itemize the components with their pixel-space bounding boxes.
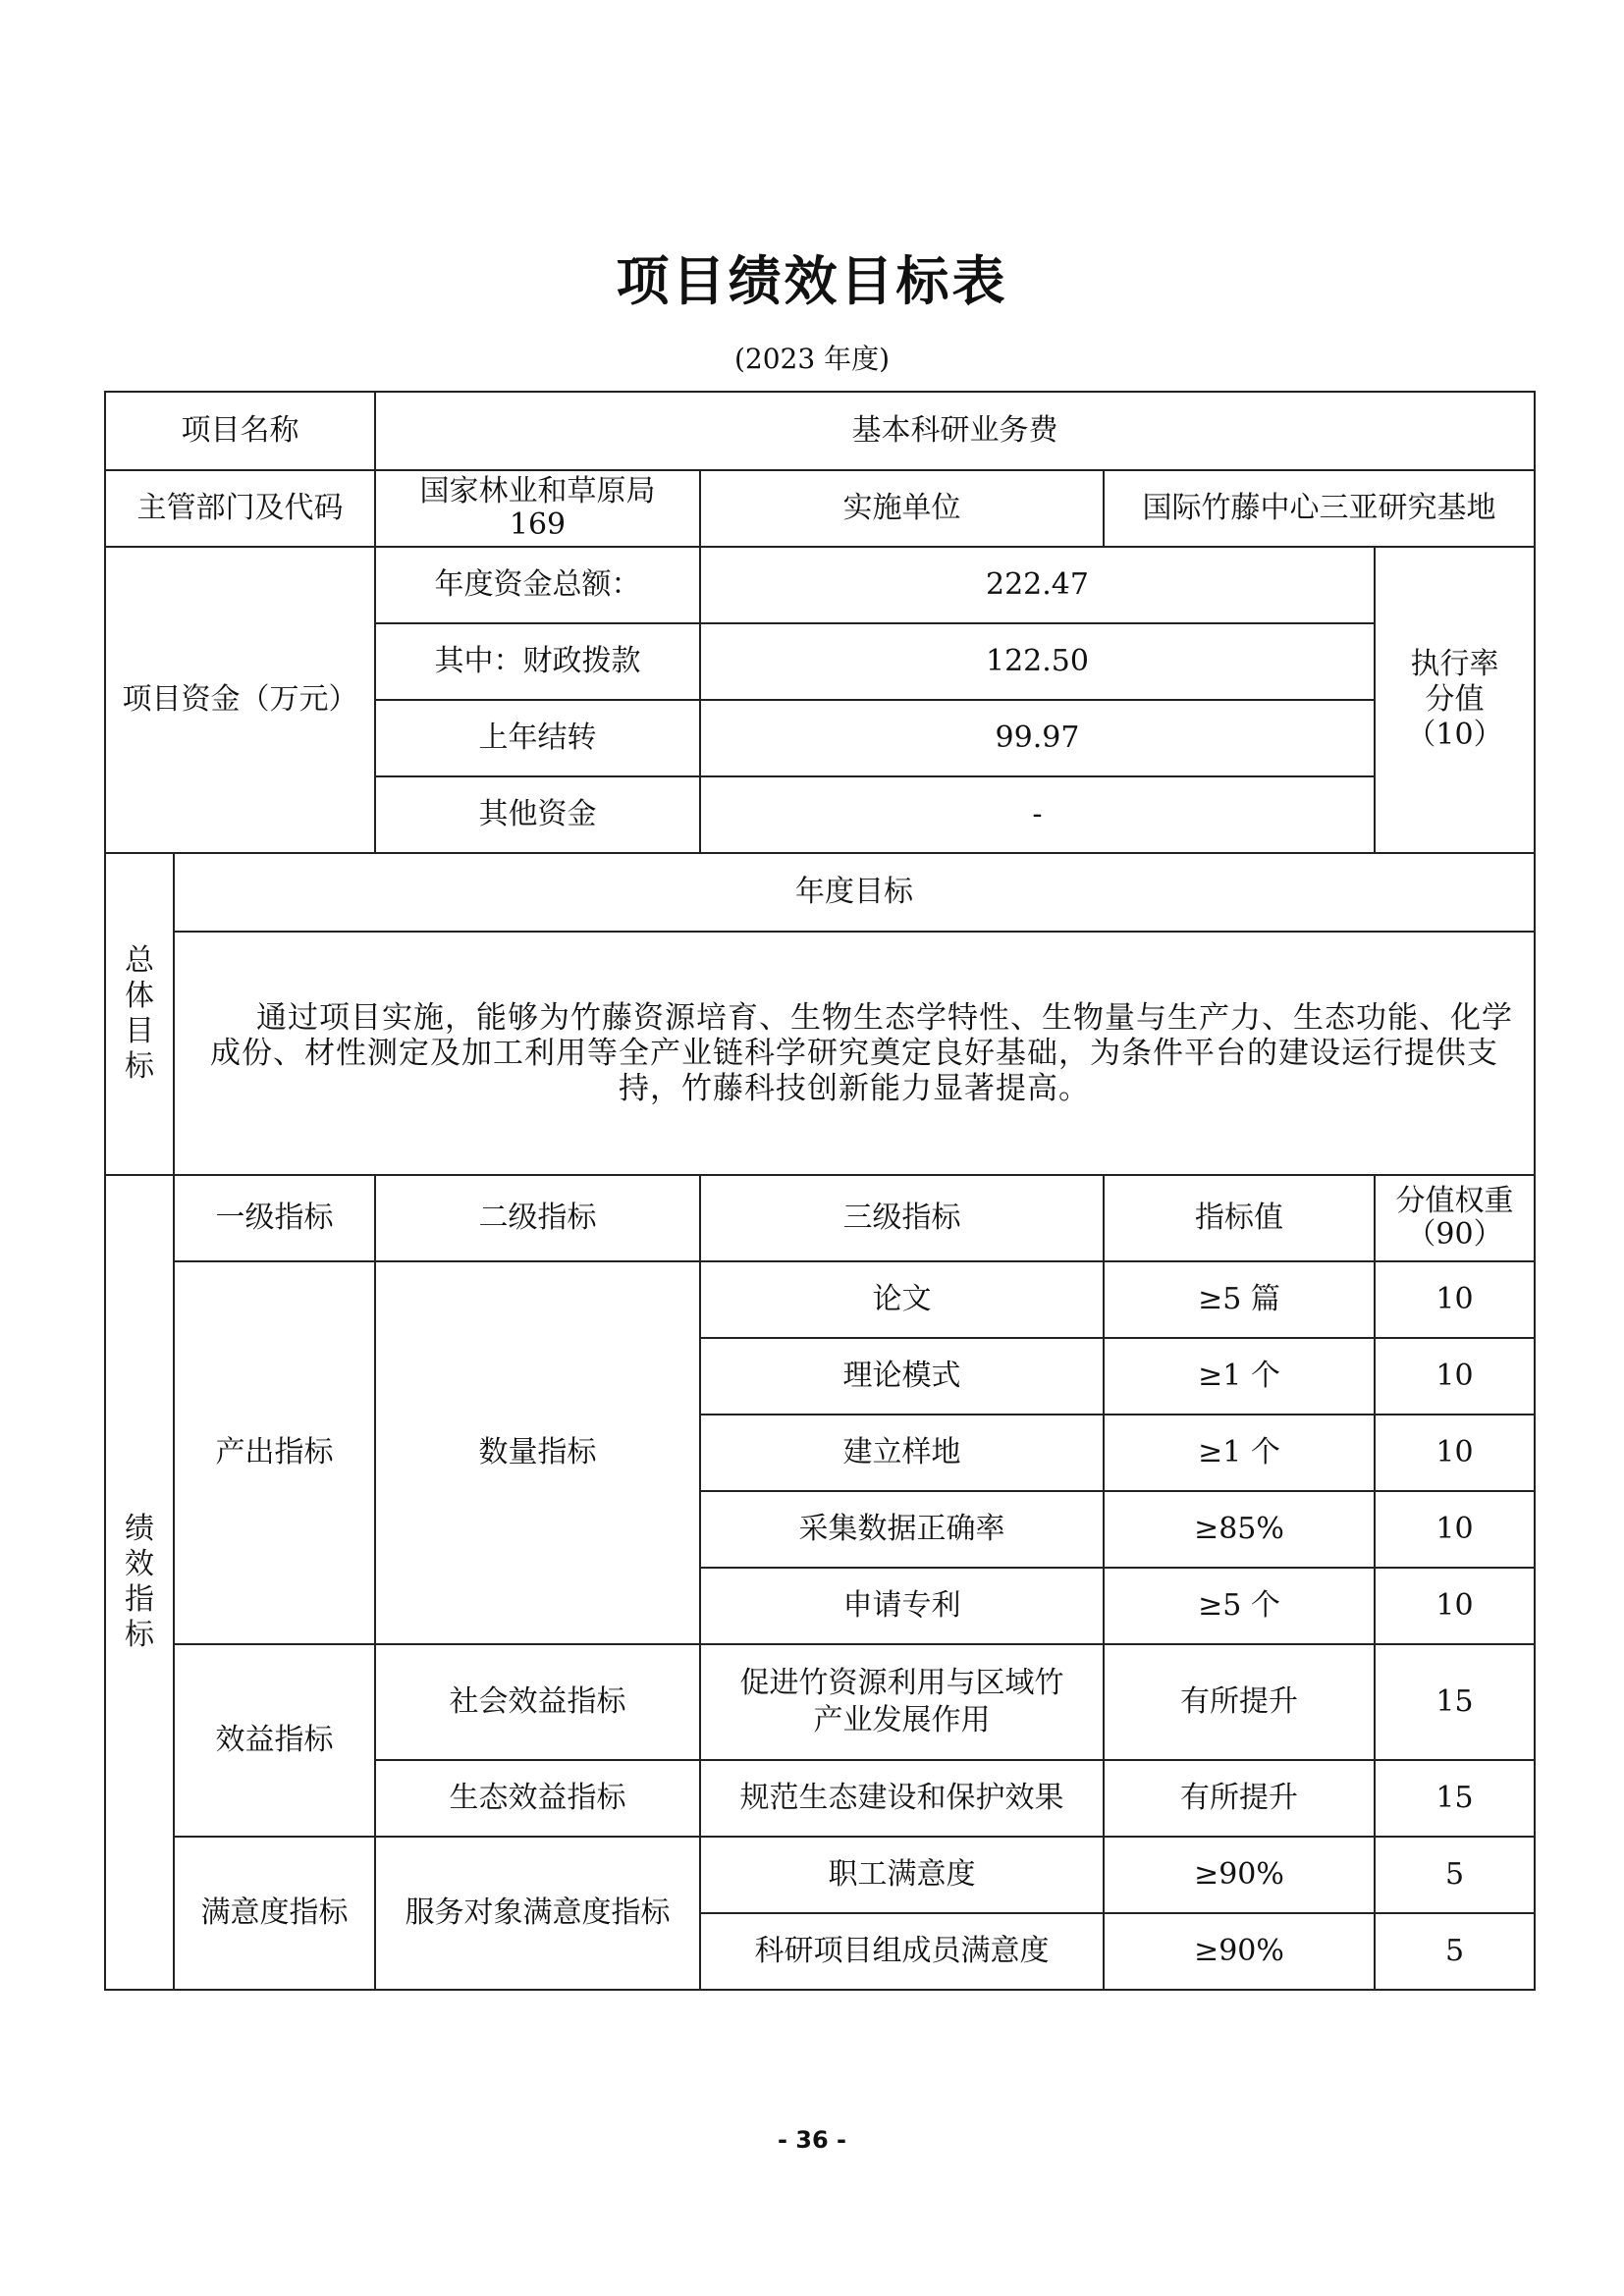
- funds-carryover-label: 上年结转: [375, 700, 700, 776]
- department-label: 主管部门及代码: [105, 470, 375, 547]
- implementing-unit-value: 国际竹藤中心三亚研究基地: [1104, 470, 1535, 547]
- indicator-level3: 论文: [700, 1261, 1104, 1338]
- indicator-weight: 15: [1375, 1760, 1535, 1837]
- overall-target-label: [105, 853, 174, 1175]
- indicator-value: 有所提升: [1104, 1644, 1375, 1760]
- indicator-level3: 申请专利: [700, 1568, 1104, 1644]
- annual-target-description: [174, 932, 1535, 1175]
- output-level1: 产出指标: [174, 1261, 375, 1644]
- department-code: 169: [509, 507, 567, 542]
- execution-rate-line2: 分值: [1425, 682, 1485, 717]
- header-level3: 三级指标: [700, 1175, 1104, 1261]
- overall-target-char: 体: [125, 979, 154, 1013]
- header-weight: [1375, 1175, 1535, 1261]
- page-number: - 36 -: [777, 2126, 847, 2154]
- implementing-unit-label: 实施单位: [700, 470, 1104, 547]
- overall-target-char: 目: [125, 1014, 154, 1048]
- table-row: [105, 1261, 1535, 1338]
- department-row: [105, 470, 1535, 547]
- execution-rate-score: [1375, 547, 1535, 853]
- output-level2: 数量指标: [375, 1261, 700, 1644]
- annual-target-description-row: [105, 932, 1535, 1175]
- header-value: 指标值: [1104, 1175, 1375, 1261]
- indicator-value: 有所提升: [1104, 1760, 1375, 1837]
- indicator-level3: 采集数据正确率: [700, 1491, 1104, 1568]
- indicator-weight: 10: [1375, 1491, 1535, 1568]
- indicator-value: ≥1 个: [1104, 1415, 1375, 1491]
- indicator-weight: 10: [1375, 1568, 1535, 1644]
- indicator-value: ≥1 个: [1104, 1338, 1375, 1415]
- project-name-row: [105, 392, 1535, 470]
- indicator-weight: 5: [1375, 1837, 1535, 1913]
- table-row: [105, 1644, 1535, 1760]
- annual-target-label: 年度目标: [174, 853, 1535, 932]
- indicator-value: ≥5 个: [1104, 1568, 1375, 1644]
- indicator-header-row: [105, 1175, 1535, 1261]
- indicator-level3: 科研项目组成员满意度: [700, 1913, 1104, 1990]
- funds-total-value: 222.47: [700, 547, 1375, 623]
- overall-target-char: 标: [125, 1049, 154, 1084]
- year-subtitle: (2023 年度): [733, 343, 890, 375]
- department-name: 国家林业和草原局: [419, 474, 656, 508]
- indicator-level3-line2: 产业发展作用: [813, 1703, 991, 1737]
- performance-indicator-char: 绩: [125, 1512, 154, 1546]
- annual-target-text: 通过项目实施，能够为竹藤资源培育、生物生态学特性、生物量与生产力、生态功能、化学成份、材性测定及加工利用等全产业链科学研究奠定良好基础，为条件平台的建设运行提供支持，竹藤科技创新能力显著提高。: [210, 1000, 1513, 1106]
- overall-target-char: 总: [125, 943, 154, 978]
- funds-fiscal-label: 其中：财政拨款: [375, 623, 700, 700]
- indicator-weight: 15: [1375, 1644, 1535, 1760]
- indicator-weight: 10: [1375, 1261, 1535, 1338]
- funds-fiscal-value: 122.50: [700, 623, 1375, 700]
- performance-indicator-label: [105, 1175, 174, 1990]
- header-weight-line1: 分值权重: [1395, 1184, 1514, 1218]
- indicator-level3: 规范生态建设和保护效果: [700, 1760, 1104, 1837]
- execution-rate-line3: （10）: [1406, 718, 1503, 752]
- indicator-weight: 10: [1375, 1415, 1535, 1491]
- indicator-value: ≥90%: [1104, 1837, 1375, 1913]
- table-row: [105, 1837, 1535, 1913]
- benefit-level2-ecological: 生态效益指标: [375, 1760, 700, 1837]
- funds-total-label: 年度资金总额：: [375, 547, 700, 623]
- indicator-level3-line1: 促进竹资源利用与区域竹: [739, 1666, 1064, 1700]
- performance-indicator-char: 标: [125, 1618, 154, 1652]
- indicator-value: ≥90%: [1104, 1913, 1375, 1990]
- funds-label: 项目资金（万元）: [105, 547, 375, 853]
- execution-rate-line1: 执行率: [1410, 647, 1499, 681]
- funds-carryover-value: 99.97: [700, 700, 1375, 776]
- indicator-value: ≥85%: [1104, 1491, 1375, 1568]
- header-weight-line2: （90）: [1406, 1217, 1503, 1252]
- indicator-value: ≥5 篇: [1104, 1261, 1375, 1338]
- performance-indicator-char: 指: [125, 1582, 154, 1617]
- performance-indicator-char: 效: [125, 1547, 154, 1581]
- funds-other-value: -: [700, 776, 1375, 853]
- indicator-weight: 10: [1375, 1338, 1535, 1415]
- satisfaction-level1: 满意度指标: [174, 1837, 375, 1990]
- funds-other-label: 其他资金: [375, 776, 700, 853]
- project-name-value: 基本科研业务费: [375, 392, 1535, 470]
- funds-row: [105, 547, 1535, 623]
- satisfaction-level2: 服务对象满意度指标: [375, 1837, 700, 1990]
- benefit-level1: 效益指标: [174, 1644, 375, 1837]
- indicator-level3: [700, 1644, 1104, 1760]
- annual-target-header-row: [105, 853, 1535, 932]
- indicator-level3: 建立样地: [700, 1415, 1104, 1491]
- indicator-level3: 职工满意度: [700, 1837, 1104, 1913]
- indicator-level3: 理论模式: [700, 1338, 1104, 1415]
- project-name-label: 项目名称: [105, 392, 375, 470]
- header-level2: 二级指标: [375, 1175, 700, 1261]
- page-title: 项目绩效目标表: [616, 250, 1008, 312]
- benefit-level2-social: 社会效益指标: [375, 1644, 700, 1760]
- performance-target-table: [104, 391, 1536, 1991]
- department-value: [375, 470, 700, 547]
- header-level1: 一级指标: [174, 1175, 375, 1261]
- indicator-weight: 5: [1375, 1913, 1535, 1990]
